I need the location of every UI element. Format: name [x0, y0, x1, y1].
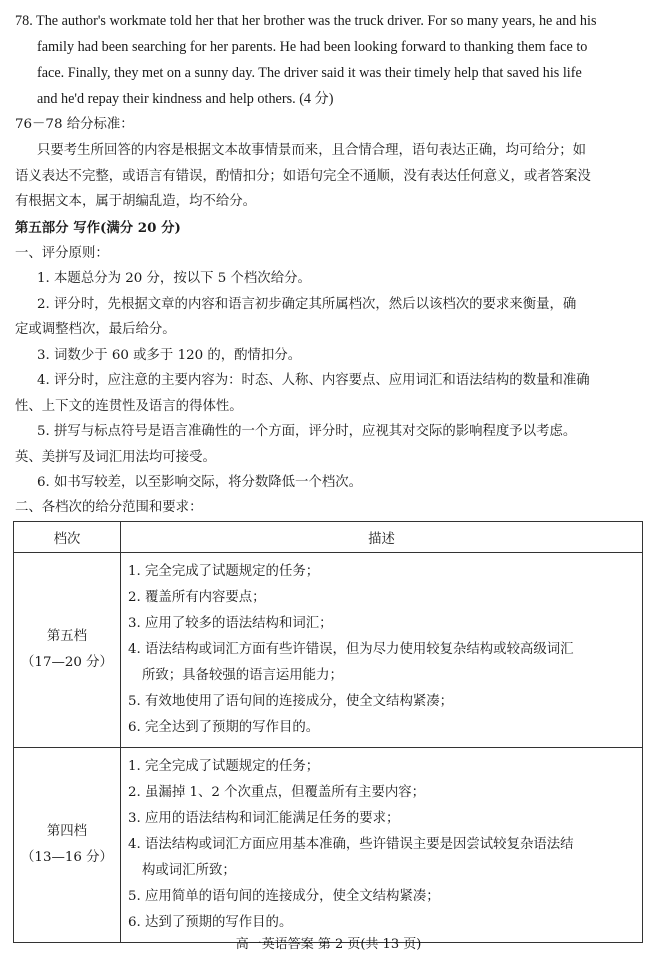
requirement-item: 4. 语法结构或词汇方面应用基本准确，些许错误主要是因尝试较复杂语法结: [128, 837, 574, 852]
principle-2: 2. 评分时，先根据文章的内容和语言初步确定其所属档次，然后以该档次的要求来衡量，确: [37, 297, 577, 312]
header-description: 描述: [121, 522, 643, 553]
q78-line-1: 78. The author's workmate told her that her brother was the truck driver. For so many years, he and his: [15, 13, 597, 29]
requirement-item: 3. 应用的语法结构和词汇能满足任务的要求；: [128, 811, 400, 826]
description-cell: [121, 748, 643, 943]
description-cell: [121, 553, 643, 748]
q78-line-3: face. Finally, they met on a sunny day. The driver said it was their timely help that saved his life: [37, 65, 582, 81]
criteria-heading: 76－78 给分标准：: [15, 117, 134, 132]
requirement-item: 6. 完全达到了预期的写作目的。: [128, 720, 320, 735]
requirement-item: 所致；具备较强的语言运用能力；: [142, 668, 343, 683]
principle-3: 3. 词数少于 60 或多于 120 的，酌情扣分。: [37, 348, 302, 363]
level-cell: [14, 553, 121, 748]
principle-6: 6. 如书写较差，以至影响交际，将分数降低一个档次。: [37, 475, 363, 490]
requirement-item: 4. 语法结构或词汇方面有些许错误，但为尽力使用较复杂结构或较高级词汇: [128, 642, 574, 657]
table-row: [14, 748, 643, 943]
q78-line-4: and he'd repay their kindness and help others. (4 分): [37, 91, 334, 107]
requirement-item: 3. 应用了较多的语法结构和词汇；: [128, 616, 333, 631]
table-header-row: [14, 522, 643, 553]
ranges-heading: 二、各档次的给分范围和要求：: [15, 500, 203, 515]
criteria-line-2: 语义表达不完整，或语言有错误，酌情扣分；如语句完全不通顺，没有表达任何意义，或者答案没: [15, 169, 591, 184]
requirement-item: 构或词汇所致；: [142, 863, 236, 878]
requirement-item: 5. 应用简单的语句间的连接成分，使全文结构紧凑；: [128, 889, 440, 904]
part5-title: 第五部分 写作(满分 20 分): [15, 220, 181, 236]
level-range: （17—20 分）: [21, 655, 113, 670]
grading-table: [13, 521, 643, 943]
principles-heading: 一、评分原则：: [15, 246, 109, 261]
requirement-item: 1. 完全完成了试题规定的任务；: [128, 759, 320, 774]
q78-line-2: family had been searching for her parents. He had been looking forward to thanking them face to: [37, 39, 588, 55]
header-level: 档次: [14, 522, 121, 553]
requirement-item: 2. 覆盖所有内容要点；: [128, 590, 266, 605]
requirement-item: 5. 有效地使用了语句间的连接成分，使全文结构紧凑；: [128, 694, 454, 709]
principle-4-cont: 性、上下文的连贯性及语言的得体性。: [15, 399, 243, 414]
level-range: （13—16 分）: [21, 850, 113, 865]
requirement-item: 2. 虽漏掉 1、2 个次重点，但覆盖所有主要内容；: [128, 785, 426, 800]
principle-5: 5. 拼写与标点符号是语言准确性的一个方面，评分时，应视其对交际的影响程度予以考虑。: [37, 424, 577, 439]
requirement-item: 6. 达到了预期的写作目的。: [128, 915, 293, 930]
page-footer: 高一英语答案 第 2 页(共 13 页): [235, 937, 422, 952]
principle-5-cont: 英、美拼写及词汇用法均可接受。: [15, 450, 216, 465]
table-row: [14, 553, 643, 748]
criteria-line-1: 只要考生所回答的内容是根据文本故事情景而来，且合情合理，语句表达正确，均可给分；如: [37, 143, 587, 158]
principle-4: 4. 评分时，应注意的主要内容为：时态、人称、内容要点、应用词汇和语法结构的数量和准确: [37, 373, 590, 388]
requirement-item: 1. 完全完成了试题规定的任务；: [128, 564, 320, 579]
level-cell: [14, 748, 121, 943]
level-name: 第四档: [46, 824, 88, 839]
level-name: 第五档: [46, 629, 88, 644]
principle-1: 1. 本题总分为 20 分，按以下 5 个档次给分。: [37, 271, 311, 286]
principle-2-cont: 定或调整档次，最后给分。: [15, 322, 176, 337]
criteria-line-3: 有根据文本，属于胡编乱造，均不给分。: [15, 194, 257, 209]
